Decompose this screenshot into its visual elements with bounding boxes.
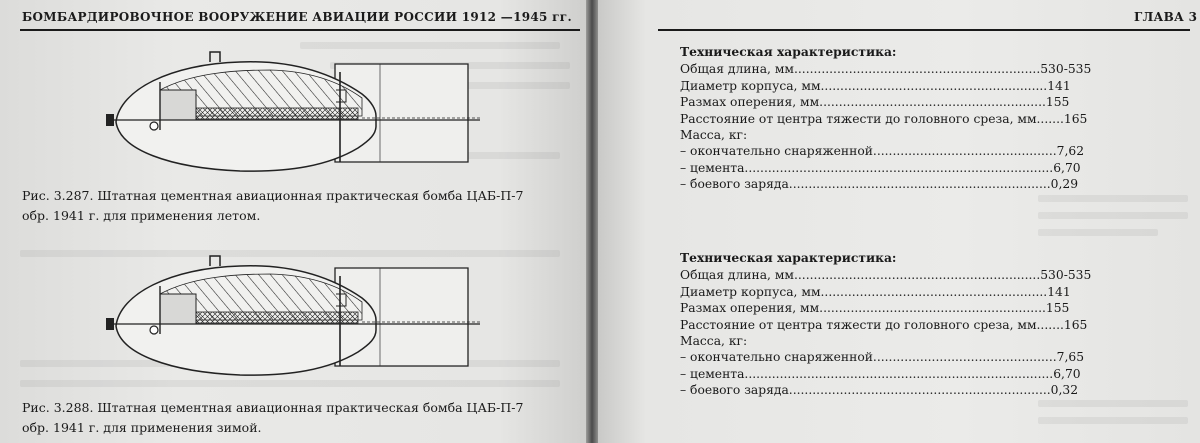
spec-title: Техническая характеристика: [680, 250, 897, 265]
spec-row: – окончательно снаряженной...............................................7,62 [680, 144, 1085, 159]
spec-block [680, 250, 1120, 399]
spec-row: Диаметр корпуса, мм..........................................................141 [680, 284, 1071, 299]
suspension-lug [210, 256, 220, 266]
nose-fuse [106, 318, 114, 330]
bomb-drawing-summer [100, 50, 490, 186]
running-head: БОМБАРДИРОВОЧНОЕ ВООРУЖЕНИЕ АВИАЦИИ РОССИИ 1912 —1945 гг. [22, 10, 572, 24]
bleed-through-line [1038, 195, 1188, 202]
bomb-drawing-svg [100, 254, 490, 390]
spec-row: Общая длина, мм...............................................................530-535 [680, 62, 1092, 77]
book-gutter [586, 0, 598, 443]
caption-line: обр. 1941 г. для применения зимой. [22, 420, 262, 435]
spec-row: – цемента...............................................................................6,70 [680, 366, 1081, 381]
header-rule [658, 29, 1190, 31]
spec-row: – окончательно снаряженной...............................................7,65 [680, 350, 1085, 365]
spec-row: Масса, кг: [680, 334, 748, 349]
caption-line: Рис. 3.287. Штатная цементная авиационная практическая бомба ЦАБ-П-7 [22, 188, 524, 203]
spec-row: – боевого заряда...................................................................0,29 [680, 177, 1079, 192]
bomb-drawing-winter [100, 254, 490, 390]
bleed-through-line [1038, 417, 1188, 424]
left-page [0, 0, 586, 443]
bleed-through-line [1038, 400, 1188, 407]
caption-line: Рис. 3.288. Штатная цементная авиационная практическая бомба ЦАБ-П-7 [22, 400, 524, 415]
figure-caption [22, 398, 562, 438]
suspension-lug [210, 52, 220, 62]
spec-block [680, 44, 1120, 193]
spec-row: Диаметр корпуса, мм..........................................................141 [680, 78, 1071, 93]
spec-row: Общая длина, мм...............................................................530-535 [680, 268, 1092, 283]
caption-line: обр. 1941 г. для применения летом. [22, 208, 261, 223]
bleed-through-line [1038, 229, 1158, 236]
spec-row: Расстояние от центра тяжести до головного среза, мм.......165 [680, 111, 1088, 126]
chapter-label: ГЛАВА 3 [1134, 10, 1198, 24]
spec-row: – боевого заряда...................................................................0,32 [680, 383, 1079, 398]
bomb-drawing-svg [100, 50, 490, 186]
header-rule [20, 29, 580, 31]
bleed-through-line [300, 42, 560, 49]
spec-row: – цемента...............................................................................6,70 [680, 160, 1081, 175]
figure-caption [22, 186, 562, 226]
bleed-through-line [1038, 212, 1188, 219]
spec-row: Масса, кг: [680, 128, 748, 143]
spec-row: Расстояние от центра тяжести до головного среза, мм.......165 [680, 317, 1088, 332]
right-page [598, 0, 1200, 443]
spec-row: Размах оперения, мм..........................................................155 [680, 95, 1070, 110]
nose-fuse [106, 114, 114, 126]
spec-title: Техническая характеристика: [680, 44, 897, 59]
spec-row: Размах оперения, мм..........................................................155 [680, 301, 1070, 316]
